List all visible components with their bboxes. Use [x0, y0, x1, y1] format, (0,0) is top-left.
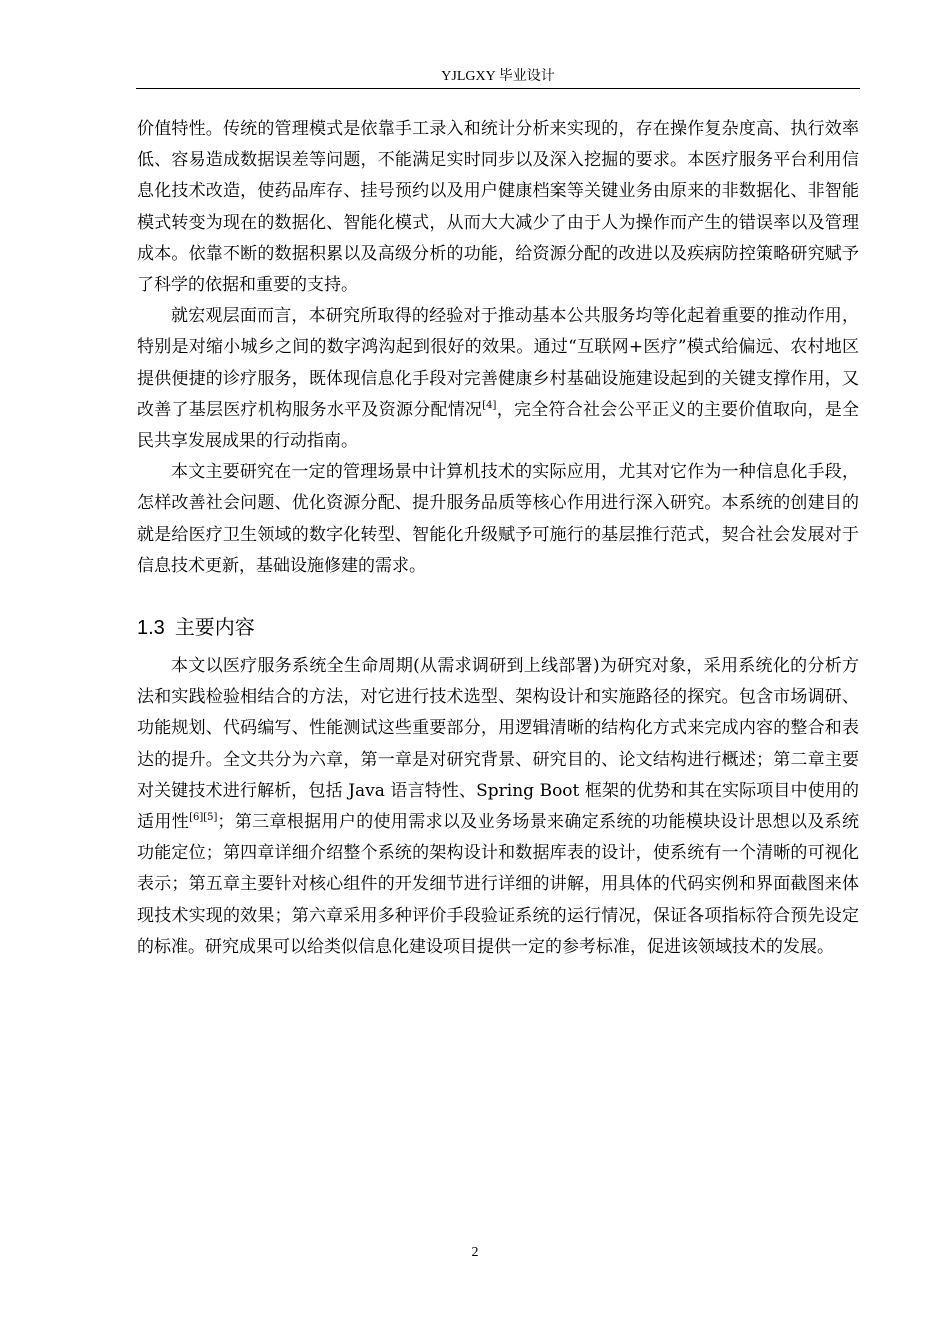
paragraph-text: ；第三章根据用户的使用需求以及业务场景来确定系统的功能模块设计思想以及系统功能定位；第四章详细介绍整个系统的架构设计和数据库表的设计，使系统有一个清晰的可视化表示；第五章主要针对核心组件的开发细节进行详细的讲解，用具体的代码实例和界面截图来体现技术实现的效果；第六章采用多种评价手段验证系统的运行情况，保证各项指标符合预先设定的标准。研究成果可以给类似信息化建设项目提供一定的参考标准，促进该领域技术的发展。: [137, 812, 860, 957]
paragraph-macro-level: [137, 301, 859, 457]
paragraph-research-focus: 本文主要研究在一定的管理场景中计算机技术的实际应用，尤其对它作为一种信息化手段，怎样改善社会问题、优化资源分配、提升服务品质等核心作用进行深入研究。本系统的创建目的就是给医疗卫生领域的数字化转型、智能化升级赋予可施行的基层推行范式，契合社会发展对于信息技术更新，基础设施修建的需求。: [137, 462, 859, 576]
paragraph-main-content: [137, 651, 859, 963]
page-number: 2: [471, 1245, 479, 1260]
section-number: 1.3: [137, 617, 165, 640]
paragraph-text: ，完全符合社会公平正义的主要价值取向，是全民共享发展成果的行动指南。: [137, 399, 859, 452]
section-title: 主要内容: [174, 615, 255, 640]
citation-ref: [4]: [482, 399, 497, 411]
page-header: YJLGXY 毕业设计: [136, 66, 860, 89]
document-body: [137, 114, 859, 963]
paragraph-text: 本文以医疗服务系统全生命周期(从需求调研到上线部署)为研究对象，采用系统化的分析方法和实践检验相结合的方法，对它进行技术选型、架构设计和实施路径的探究。包含市场调研、功能规划、代码编写、性能测试这些重要部分，用逻辑清晰的结构化方式来完成内容的整合和表达的提升。全文共分为六章，第一章是对研究背景、研究目的、论文结构进行概述；第二章主要对关键技术进行解析，包括 Java 语言特性、Spring Boot 框架的优势和其在实际项目中使用的适用性: [137, 656, 859, 833]
paragraph-value-characteristics: 价值特性。传统的管理模式是依靠手工录入和统计分析来实现的，存在操作复杂度高、执行效率低、容易造成数据误差等问题，不能满足实时同步以及深入挖掘的要求。本医疗服务平台利用信息化技术改造，使药品库存、挂号预约以及用户健康档案等关键业务由原来的非数据化、非智能模式转变为现在的数据化、智能化模式，从而大大减少了由于人为操作而产生的错误率以及管理成本。依靠不断的数据积累以及高级分析的功能，给资源分配的改进以及疾病防控策略研究赋予了科学的依据和重要的支持。: [137, 119, 859, 296]
citation-ref: [6][5]: [189, 812, 218, 824]
paragraph-text: 就宏观层面而言，本研究所取得的经验对于推动基本公共服务均等化起着重要的推动作用，特别是对缩小城乡之间的数字鸿沟起到很好的效果。通过“互联网+医疗”模式给偏远、农村地区提供便捷的诊疗服务，既体现信息化手段对完善健康乡村基础设施建设起到的关键支撑作用，又改善了基层医疗机构服务水平及资源分配情况: [137, 306, 859, 420]
section-heading: [137, 612, 859, 643]
